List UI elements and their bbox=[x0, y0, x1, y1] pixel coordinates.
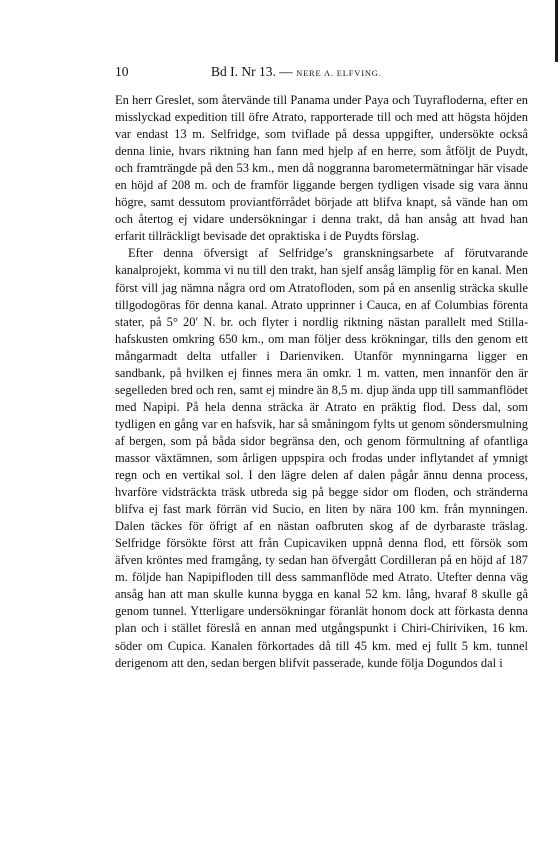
page-edge-line bbox=[555, 0, 558, 62]
running-head-volume: Bd I. Nr 13. — bbox=[211, 64, 293, 79]
body-text bbox=[115, 92, 528, 672]
paragraph-1: En herr Greslet, som återvände till Panama under Paya och Tuyrafloderna, efter en misslyckad expedition till öfre Atrato, rapporterade till och med att högsta höjden var endast 13 m. Selfridge, som tviflade på dessa uppgifter, undersökte också denna linie, hvars riktning han fann med hjelp af en herre, som åtföljt de Puydt, och framträngde på den 53 km., men då noggranna barometermätningar här visade en höjd af 208 m. och de framför liggande bergen tydligen visade sig vara ännu högre, samt dessutom proviantförrådet började att blifva knapt, så vände han om och återtog ej vidare undersökningar i denna trakt, då han ansåg att hvad han erfarit tillräckligt bevisade det opraktiska i de Puydts förslag. bbox=[115, 93, 528, 244]
running-head-author: NERE A. ELFVING. bbox=[296, 68, 382, 78]
paragraph-2: Efter denna öfversigt af Selfridge’s granskningsarbete af förutvarande kanalprojekt, komma vi nu till den trakt, han sjelf ansåg lämplig för en kanal. Men först vill jag nämna några ord om Atratofloden, som på en ansenlig sträcka skulle tillgodogöras för denna kanal. Atrato upprinner i Cauca, en af Columbias förenta stater, på 5° 20′ N. br. och flyter i nordlig riktning nästan parallelt med Stilla-hafskusten omkring 650 km., om man följer dess krökningar, tills den genom ett mångarmadt delta utfaller i Darienviken. Utanför mynningarna ligger en sandbank, på hvilken ej finnes mera än omkr. 1 m. vatten, men innanför den är segelleden bred och ren, samt ej mindre än 8,5 m. djup ända upp till sammanflödet med Napipi. På hela denna sträcka är Atrato en präktig flod. Dess dal, som tydligen en gång var en hafsvik, har så småningom fylts ut genom söndersmulning af bergen, som på båda sidor begränsa den, och genom förmultning af ofantliga massor växtämnen, som årligen uppspira och frodas under inflytandet af ymnigt regn och en vertikal sol. I den lägre delen af dalen pågår ännu denna process, hvarföre vidsträckta träsk utbreda sig på begge sidor om floden, och stränderna blifva ej fast mark förrän vid Sucio, en liten by nära 100 km. från mynningen. Dalen täckes för öfrigt af en nästan oafbruten skog af de dyrbaraste träslag. Selfridge försökte först att från Cupicaviken uppnå denna flod, ett försök som äfven kröntes med framgång, ty sedan han öfvergått Cordilleran på en höjd af 187 m. följde han Napipifloden till dess sammanflöde med Atrato. Utefter denna väg ansåg han att man skulle kunna bygga en kanal 52 km. lång, hvaraf 8 skulle gå genom tunnel. Ytterligare undersökningar föranlät honom dock att förkasta denna plan och i stället föreslå en annan med utgångspunkt i Chiri-Chiriviken, 16 km. söder om Cupica. Kanalen förkortades då till 45 km. med ej fullt 5 km. tunnel derigenom att den, sedan bergen blifvit passerade, kunde följa Dogundos dal i bbox=[115, 246, 528, 670]
page-header bbox=[115, 64, 528, 82]
running-head bbox=[211, 64, 382, 80]
page-number: 10 bbox=[115, 64, 129, 79]
